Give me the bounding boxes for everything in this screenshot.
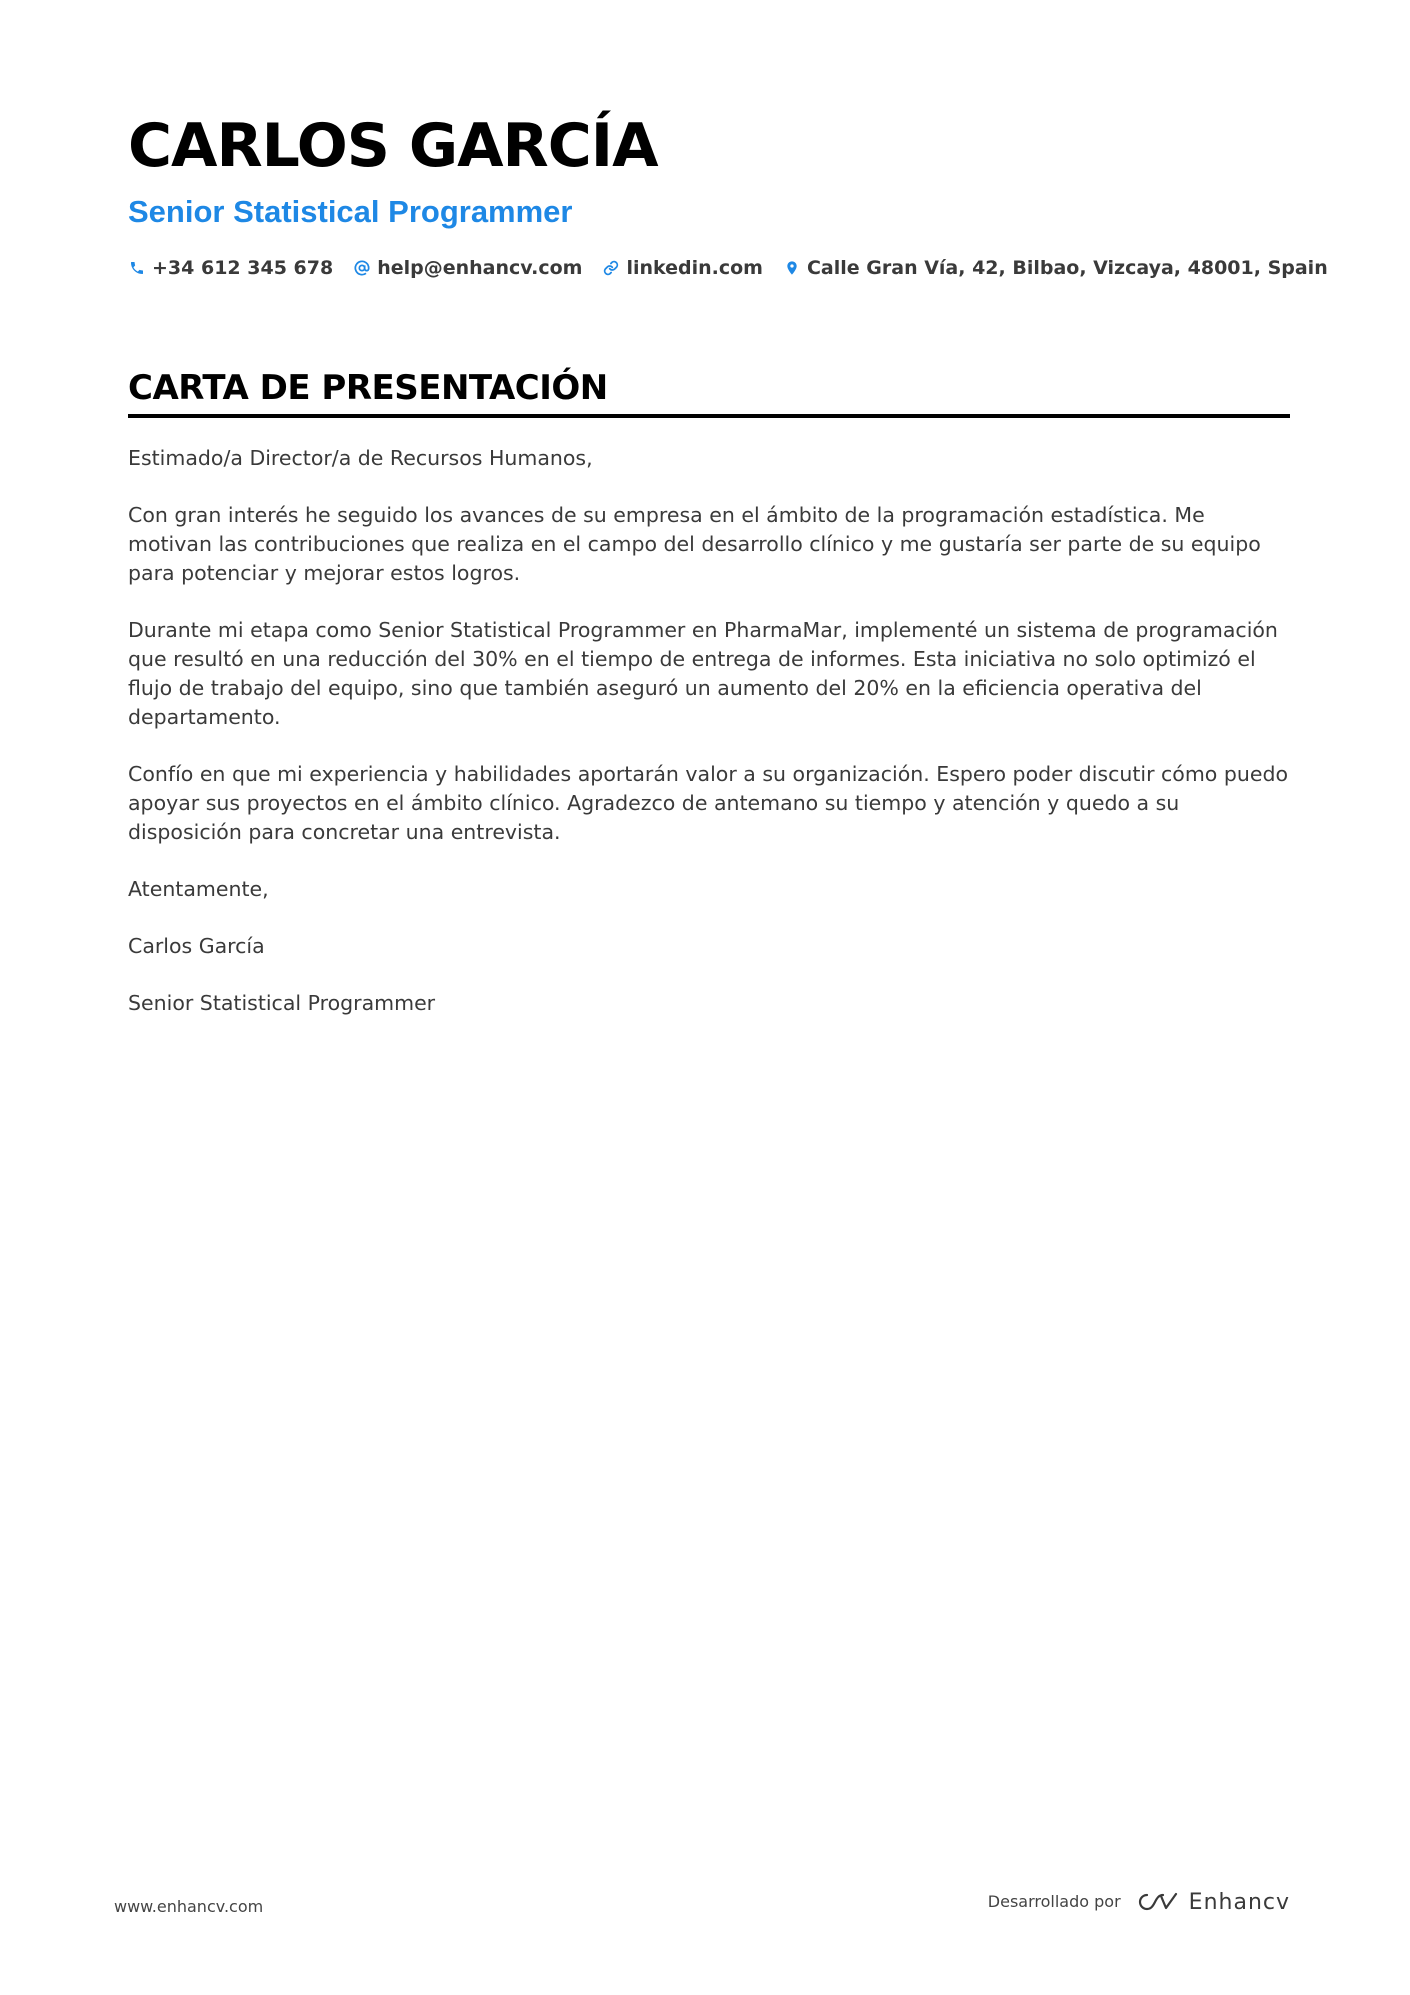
- letter-paragraph: Confío en que mi experiencia y habilidades aportarán valor a su organización. Espero poder discutir cómo puedo apoyar sus proyectos en el ámbito clínico. Agradezco de antemano su tiempo y atención y quedo a su disposición para concretar una entrevista.: [128, 762, 1289, 844]
- letter-body: [128, 444, 1290, 1018]
- signature-name: Carlos García: [128, 934, 265, 958]
- section-title: CARTA DE PRESENTACIÓN: [128, 368, 608, 408]
- contact-email-text[interactable]: help@enhancv.com: [377, 257, 583, 279]
- location-pin-icon: [783, 259, 801, 277]
- letter-paragraph: Durante mi etapa como Senior Statistical Programmer en PharmaMar, implementé un sistema de programación que resultó en una reducción del 30% en el tiempo de entrega de informes. Esta iniciativa no solo optimizó el flujo de trabajo del equipo, sino que también aseguró un aumento del 20% en la eficiencia operativa del departamento.: [128, 618, 1278, 729]
- signature-title: Senior Statistical Programmer: [128, 991, 436, 1015]
- resume-header: [128, 108, 1328, 282]
- contact-location-text: Calle Gran Vía, 42, Bilbao, Vizcaya, 48001, Spain: [806, 257, 1328, 279]
- candidate-name: CARLOS GARCÍA: [128, 111, 658, 181]
- contact-location: [783, 254, 1328, 282]
- letter-greeting: Estimado/a Director/a de Recursos Humanos,: [128, 446, 593, 470]
- section-divider: [128, 414, 1290, 418]
- phone-icon: [128, 259, 146, 277]
- letter-closing: Atentamente,: [128, 877, 269, 901]
- enhancv-logo-icon: [1133, 1888, 1179, 1916]
- contact-phone: [128, 254, 333, 282]
- contact-link[interactable]: [602, 254, 763, 282]
- powered-by-label: Desarrollado por: [987, 1892, 1121, 1911]
- contact-phone-text: +34 612 345 678: [152, 257, 334, 279]
- link-icon: [602, 259, 620, 277]
- contact-bar: [128, 254, 1328, 282]
- footer-branding: [988, 1888, 1290, 1916]
- cover-letter-section: [128, 364, 1290, 1046]
- brand-name: Enhancv: [1188, 1889, 1290, 1915]
- footer-website[interactable]: www.enhancv.com: [114, 1897, 264, 1916]
- at-icon: [353, 259, 371, 277]
- enhancv-logo[interactable]: [1133, 1888, 1290, 1916]
- contact-link-text[interactable]: linkedin.com: [626, 257, 763, 279]
- letter-paragraph: Con gran interés he seguido los avances de su empresa en el ámbito de la programación estadística. Me motivan las contribuciones que realiza en el campo del desarrollo clínico y me gustaría ser parte de su equipo para potenciar y mejorar estos logros.: [128, 503, 1261, 585]
- contact-email[interactable]: [353, 254, 582, 282]
- candidate-title: Senior Statistical Programmer: [128, 194, 573, 229]
